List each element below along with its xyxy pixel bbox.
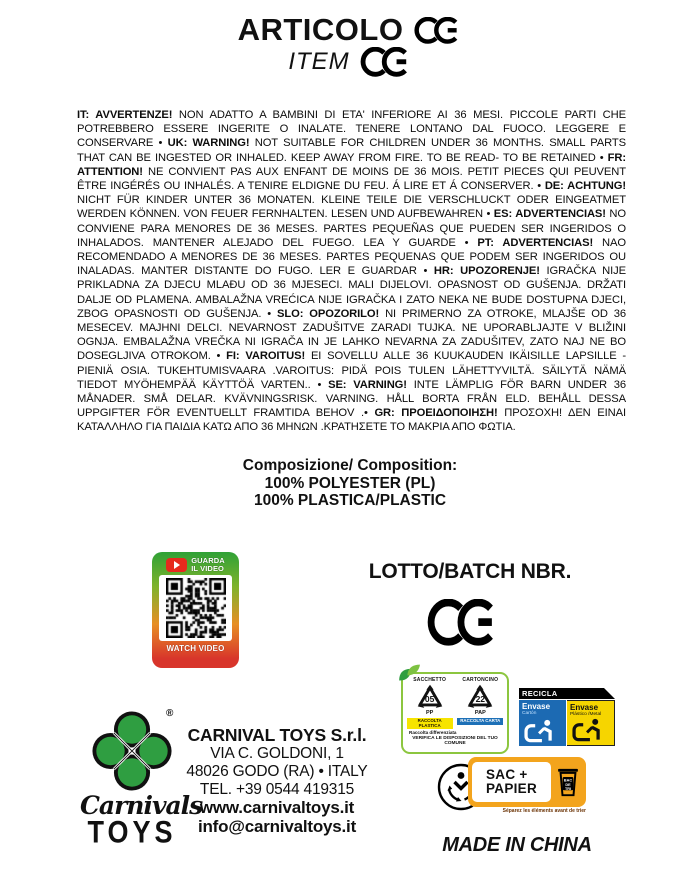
raccolta-plastica-band: RACCOLTA PLASTICA xyxy=(407,718,453,729)
carnival-toys-logo xyxy=(80,708,203,850)
qr-code xyxy=(166,578,226,638)
subtitle-row xyxy=(0,47,700,77)
folded-corner xyxy=(604,688,615,699)
qr-box xyxy=(159,575,232,641)
ce-mark-icon xyxy=(412,17,462,44)
company-city: 48026 GODO (RA) • ITALY xyxy=(186,763,368,780)
clover-icon xyxy=(89,708,175,794)
made-in-label: MADE IN CHINA xyxy=(442,834,592,856)
svg-text:TRI: TRI xyxy=(564,787,572,792)
watch-video-label: WATCH VIDEO xyxy=(166,644,225,653)
recycling-loop-pp: 05 xyxy=(415,684,445,710)
recicla-badge xyxy=(519,688,615,747)
company-address-block xyxy=(172,726,382,836)
title-row xyxy=(0,12,700,48)
company-website: www.carnivaltoys.it xyxy=(199,798,355,817)
leaf-icon xyxy=(397,663,423,683)
svg-text:BAC: BAC xyxy=(563,778,573,783)
company-name: CARNIVAL TOYS S.r.l. xyxy=(187,725,367,745)
company-email: info@carnivaltoys.it xyxy=(197,816,357,836)
lotto-batch-label: LOTTO/BATCH NBR. xyxy=(368,560,572,583)
recycling-info-box xyxy=(401,672,509,754)
svg-text:DE: DE xyxy=(565,782,571,787)
ce-mark-icon-large xyxy=(424,599,500,646)
page-subtitle: ITEM xyxy=(288,48,350,75)
recycling-loop-pap: 22 xyxy=(465,684,495,710)
registered-mark: ® xyxy=(166,708,174,719)
bin-icon xyxy=(554,762,582,802)
video-badge-header xyxy=(166,557,225,572)
composition-line: 100% PLASTICA/PLASTIC xyxy=(253,492,447,509)
envase-plastico-panel: Envase Plástico /Metal xyxy=(567,700,615,746)
warning-text: IT: AVVERTENZE! NON ADATTO A BAMBINI DI ETA' INFERIORE AI 36 MESI. PICCOLE PARTI CHE POTREBBERO ESSERE INGERITE O INALATE. TENERE LONTANO DAL FUOCO. LEGGERE E CONSERVARE • UK: WARNING! NOT SUITABLE FOR CHILDREN UNDER 36 MONTHS. SMALL PARTS THAT CAN BE INGESTED OR INHALED. KEEP AWAY FROM FIRE. TO BE READ- TO BE RETAINED • FR: ATTENTION! NE CONVIENT PAS AUX ENFANT DE MOINS DE 36 MOIS. PETIT PIECES QUI PEUVENT ÊTRE INGÉRÉS OU INHALÉS. A TENIRE ELDIGNE DU FEU. Á LIRE ET Á CONSERVER. • DE: ACHTUNG! NICHT FÜR KINDER UNTER 36 MONATEN. KLEINE TEILE DIE VERSCHLUCKT ODER EINGEATMET WERDEN KÖNNEN. VON FEUER FERNHALTEN. LESEN UND AUFBEWAHREN • ES: ADVERTENCIAS! NO CONVIENE PARA MENORES DE 36 MESES. PARTES PEQUEÑAS QUE PUEDEN SER INGERIDOS O INHALADOS. MANTENER ALEJADO DEL FUEGO. LEA Y GUARDE • PT: ADVERTENCIAS! NAO RECOMENDADO A MENORES DE 36 MESES. PARTES PEQUENAS QUE PODEM SER INGERIDOS OU INALADAS. MANTER DISTANTE DO FUGO. LER E GUARDAR • HR: UPOZORENJE! IGRAČKA NIJE PRIKLADNA ZA DJECU MLAĐU OD 36 MJESECI. MALI DIJELOVI. OPASNOST OD GUŠENJA. DRŽATI DALJE OD PLAMENA. AMBALAŽNA VREĆICA NIJE IGRAČKA I ZATO NEKA NE BUDE DOSTUPNA DJECI, ZBOG OPASNOSTI OD GUŠENJA. • SLO: OPOZORILO! NI PRIMERNO ZA OTROKE, MLAJŠE OD 36 MESECEV. MAJHNI DELCI. NEVARNOST ZADUŠITVE ZARADI TUJKA. NE UPORABLJAJTE V BLIŽINI OGNJA. EMBALAŽNA VREČKA NI IGRAČA IN JE LAHKO NEVARNA ZA ZADUŠITEV, ZATO NAJ NE BO DOSEGLJIVA OTROKOM. • FI: VAROITUS! EI SOVELLU ALLE 36 KUUKAUDEN IKÄISILLE LAPSILLE - PIENIÄ OSIA. TUKEHTUMISVAARA .VAROITUS: PIDÄ POIS TULEN LÄHETTYVILTÄ. SÄILYTÄ NÄMÄ TIEDOT MYÖHEMPÄÄ KÄYTTÖÄ VARTEN.. • SE: VARNING! INTE LÄMPLIG FÖR BARN UNDER 36 MÅNADER. SMÅ DELAR. KVÄVNINGSRISK. VARNING. HÅLL BORTA FRÅN ELD. BEHÅLL DESSA UPPGIFTER FÖR EVENTUELLT FRAMTIDA BEHOV .• GR: ΠΡΟΕΙΔΟΠΟΙΗΣΗ! ΠΡΟΣΟΧΗ! ΔΕΝ ΕΙΝΑΙ ΚΑΤΑΛΛΗΛΟ ΓΙΑ ΠΑΙΔΙΑ ΚΑΤΩ ΑΠΟ 36 ΜΗΝΩΝ .ΚΡΑΤΗΣΕΤΕ ΤΟ ΜΑΚΡΙΑ ΑΠΟ ΦΩΤΙΑ. xyxy=(77,109,627,434)
guarda-il-video-label: GUARDA IL VIDEO xyxy=(191,556,225,573)
recicla-panels xyxy=(519,700,615,746)
envase-carton-panel: Envase Cartón xyxy=(519,700,566,746)
recicla-header: RECICLA xyxy=(519,688,615,699)
recycling-col-bag: SACCHETTO 05 PP RACCOLTA PLASTICA xyxy=(406,677,454,729)
sac-papier-note: Séparez les éléments avant de trier xyxy=(502,808,586,814)
sac-papier-badge xyxy=(468,757,586,807)
raccolta-carta-band: RACCOLTA CARTA xyxy=(457,718,503,725)
tidyman-icon xyxy=(571,718,605,743)
composition-line: 100% POLYESTER (PL) xyxy=(264,474,436,492)
composition-title: Composizione/ Composition: xyxy=(242,457,458,474)
sac-papier-label: SAC + PAPIER xyxy=(485,767,538,796)
company-street: VIA C. GOLDONI, 1 xyxy=(210,745,344,762)
sac-papier-block xyxy=(468,757,586,814)
tidyman-icon xyxy=(523,719,557,744)
watch-video-badge xyxy=(152,552,239,668)
youtube-play-icon xyxy=(166,558,187,572)
verifica-note: VERIFICA LE DISPOSIZIONI DEL TUO COMUNE xyxy=(412,736,498,747)
recycling-columns xyxy=(403,677,507,729)
sac-papier-panel xyxy=(472,762,551,802)
ce-mark-icon xyxy=(358,47,412,77)
recycling-col-card: CARTONCINO 22 PAP RACCOLTA CARTA xyxy=(456,677,504,729)
page-title: ARTICOLO xyxy=(237,12,404,47)
company-phone: TEL. +39 0544 419315 xyxy=(199,781,355,798)
logo-script-text: Carnivals xyxy=(80,791,203,820)
composition-block xyxy=(0,457,700,510)
logo-toys-text: TOYS xyxy=(87,814,177,850)
raccolta-differenziata-note: Raccolta differenziata xyxy=(409,730,457,736)
